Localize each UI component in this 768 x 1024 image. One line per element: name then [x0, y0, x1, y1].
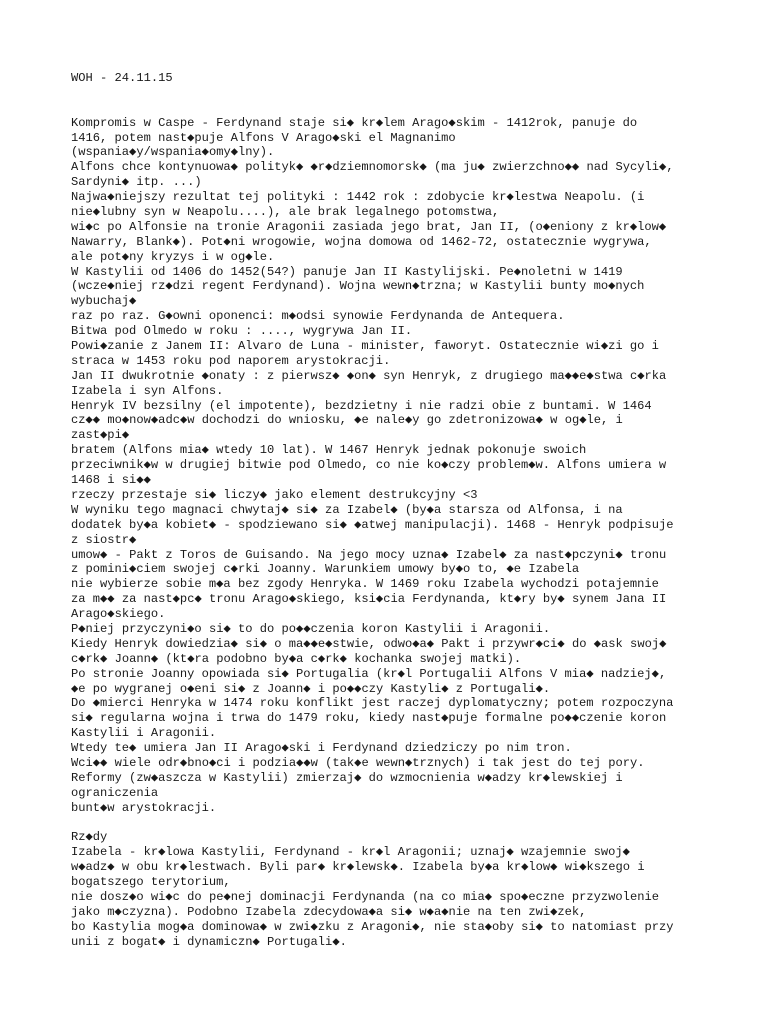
text-line: w◆adz◆ w obu kr◆lestwach. Byli par◆ kr◆lewsk◆. Izabela by◆a kr◆low◆ wi◆kszego i — [71, 860, 645, 875]
text-line: bo Kastylia mog◆a dominowa◆ w zwi◆zku z Aragoni◆, nie sta◆oby si◆ to natomiast przy — [71, 919, 674, 934]
text-line: wybuchaj◆ — [71, 294, 137, 309]
text-line: Powi◆zanie z Janem II: Alvaro de Luna - minister, faworyt. Ostatecznie wi◆zi go i — [71, 339, 659, 354]
text-line: W Kastylii od 1406 do 1452(54?) panuje Jan II Kastylijski. Pe◆noletni w 1419 — [71, 264, 623, 279]
text-line: nie dosz◆o wi◆c do pe◆nej dominacji Ferdynanda (na co mia◆ spo◆eczne przyzwolenie — [71, 889, 659, 904]
text-line — [71, 101, 701, 116]
text-line: straca w 1453 roku pod naporem arystokracji. — [71, 353, 391, 368]
text-line: Alfons chce kontynuowa◆ polityk◆ ◆r◆dziemnomorsk◆ (ma ju◆ zwierzchno◆◆ nad Sycyli◆, — [71, 160, 674, 175]
text-line — [71, 86, 701, 101]
text-line: bogatszego terytorium, — [71, 875, 231, 890]
text-line: (wcze◆niej rz◆dzi regent Ferdynand). Wojna wewn◆trzna; w Kastylii bunty mo◆nych — [71, 279, 645, 294]
text-line: Nawarry, Blank◆). Pot◆ni wrogowie, wojna domowa od 1462-72, ostatecznie wygrywa, — [71, 234, 652, 249]
text-line: 1416, potem nast◆puje Alfons V Arago◆ski el Magnanimo — [71, 130, 456, 145]
text-line: Izabela - kr◆lowa Kastylii, Ferdynand - kr◆l Aragonii; uznaj◆ wzajemnie swoj◆ — [71, 845, 630, 860]
text-line: unii z bogat◆ i dynamiczn◆ Portugali◆. — [71, 934, 347, 949]
text-line: z pomini◆ciem swojej c◆rki Joanny. Warunkiem umowy by◆o to, ◆e Izabela — [71, 562, 580, 577]
text-line: P◆niej przyczyni◆o si◆ to do po◆◆czenia koron Kastylii i Aragonii. — [71, 621, 551, 636]
text-line: Po stronie Joanny opowiada si◆ Portugalia (kr◆l Portugalii Alfons V mia◆ nadziej◆, — [71, 666, 667, 681]
text-line: ograniczenia — [71, 785, 159, 800]
text-line: Henryk IV bezsilny (el impotente), bezdzietny i nie radzi obie z buntami. W 1464 — [71, 398, 652, 413]
document-header-line: WOH - 24.11.15 — [71, 71, 173, 85]
text-line: Rz◆dy — [71, 830, 108, 845]
text-line: przeciwnik◆w w drugiej bitwie pod Olmedo, co nie ko◆czy problem◆w. Alfons umiera w — [71, 458, 667, 473]
text-line: bratem (Alfons mia◆ wtedy 10 lat). W 1467 Henryk jednak pokonuje swoich — [71, 443, 587, 458]
text-line: Wci◆◆ wiele odr◆bno◆ci i podzia◆◆w (tak◆e wewn◆trznych) i tak jest do tej pory. — [71, 755, 645, 770]
text-line: nie◆lubny syn w Neapolu....), ale brak legalnego potomstwa, — [71, 205, 500, 220]
text-line: si◆ regularna wojna i trwa do 1479 roku, kiedy nast◆puje formalne po◆◆czenie koron — [71, 711, 667, 726]
text-line: ale pot◆ny kryzys i w og◆le. — [71, 249, 275, 264]
text-line: za m◆◆ za nast◆pc◆ tronu Arago◆skiego, ksi◆cia Ferdynanda, kt◆ry by◆ synem Jana II — [71, 592, 667, 607]
text-line: ◆e po wygranej o◆eni si◆ z Joann◆ i po◆◆czy Kastyli◆ z Portugali◆. — [71, 681, 551, 696]
text-line: Izabela i syn Alfons. — [71, 383, 224, 398]
text-line — [71, 816, 701, 831]
text-line: Wtedy te◆ umiera Jan II Arago◆ski i Ferdynand dziedziczy po nim tron. — [71, 741, 572, 756]
text-line: Do ◆mierci Henryka w 1474 roku konflikt jest raczej dyplomatyczny; potem rozpoczyna — [71, 696, 674, 711]
text-line: cz◆◆ mo◆now◆adc◆w dochodzi do wniosku, ◆e nale◆y go zdetronizowa◆ w og◆le, i — [71, 413, 623, 428]
text-line: c◆rk◆ Joann◆ (kt◆ra podobno by◆a c◆rk◆ kochanka swojej matki). — [71, 651, 522, 666]
text-line: W wyniku tego magnaci chwytaj◆ si◆ za Izabel◆ (by◆a starsza od Alfonsa, i na — [71, 502, 623, 517]
text-line: Kompromis w Caspe - Ferdynand staje si◆ kr◆lem Arago◆skim - 1412rok, panuje do — [71, 115, 638, 130]
text-line: Kiedy Henryk dowiedzia◆ si◆ o ma◆◆e◆stwie, odwo◆a◆ Pakt i przywr◆ci◆ do ◆ask swoj◆ — [71, 636, 667, 651]
text-line: rzeczy przestaje si◆ liczy◆ jako element destrukcyjny <3 — [71, 487, 478, 502]
text-line: Reformy (zw◆aszcza w Kastylii) zmierzaj◆ do wzmocnienia w◆adzy kr◆lewskiej i — [71, 770, 623, 785]
text-line: wi◆c po Alfonsie na tronie Aragonii zasiada jego brat, Jan II, (o◆eniony z kr◆low◆ — [71, 219, 667, 234]
text-line: Jan II dwukrotnie ◆onaty : z pierwsz◆ ◆on◆ syn Henryk, z drugiego ma◆◆e◆stwa c◆rka — [71, 368, 667, 383]
text-line: raz po raz. G◆owni oponenci: m◆odsi synowie Ferdynanda de Antequera. — [71, 309, 565, 324]
text-line: 1468 i si◆◆ — [71, 473, 151, 488]
text-line: dodatek by◆a kobiet◆ - spodziewano si◆ ◆atwej manipulacji). 1468 - Henryk podpisuje — [71, 517, 674, 532]
text-line: umow◆ - Pakt z Toros de Guisando. Na jego mocy uzna◆ Izabel◆ za nast◆pczyni◆ tronu — [71, 547, 667, 562]
text-line: Sardyni◆ itp. ...) — [71, 175, 202, 190]
text-line: jako m◆czyzna). Podobno Izabela zdecydowa◆a si◆ w◆a◆nie na ten zwi◆zek, — [71, 904, 587, 919]
text-line: z siostr◆ — [71, 532, 137, 547]
text-line: Kastylii i Aragonii. — [71, 726, 217, 741]
document-page — [71, 71, 701, 950]
text-line: Bitwa pod Olmedo w roku : ...., wygrywa Jan II. — [71, 324, 413, 339]
text-line: bunt◆w arystokracji. — [71, 800, 217, 815]
text-line: Najwa◆niejszy rezultat tej polityki : 1442 rok : zdobycie kr◆lestwa Neapolu. (i — [71, 190, 645, 205]
text-line: zast◆pi◆ — [71, 428, 130, 443]
text-line: Arago◆skiego. — [71, 607, 166, 622]
text-line: nie wybierze sobie m◆a bez zgody Henryka. W 1469 roku Izabela wychodzi potajemnie — [71, 577, 659, 592]
text-line: (wspania◆y/wspania◆omy◆lny). — [71, 145, 275, 160]
